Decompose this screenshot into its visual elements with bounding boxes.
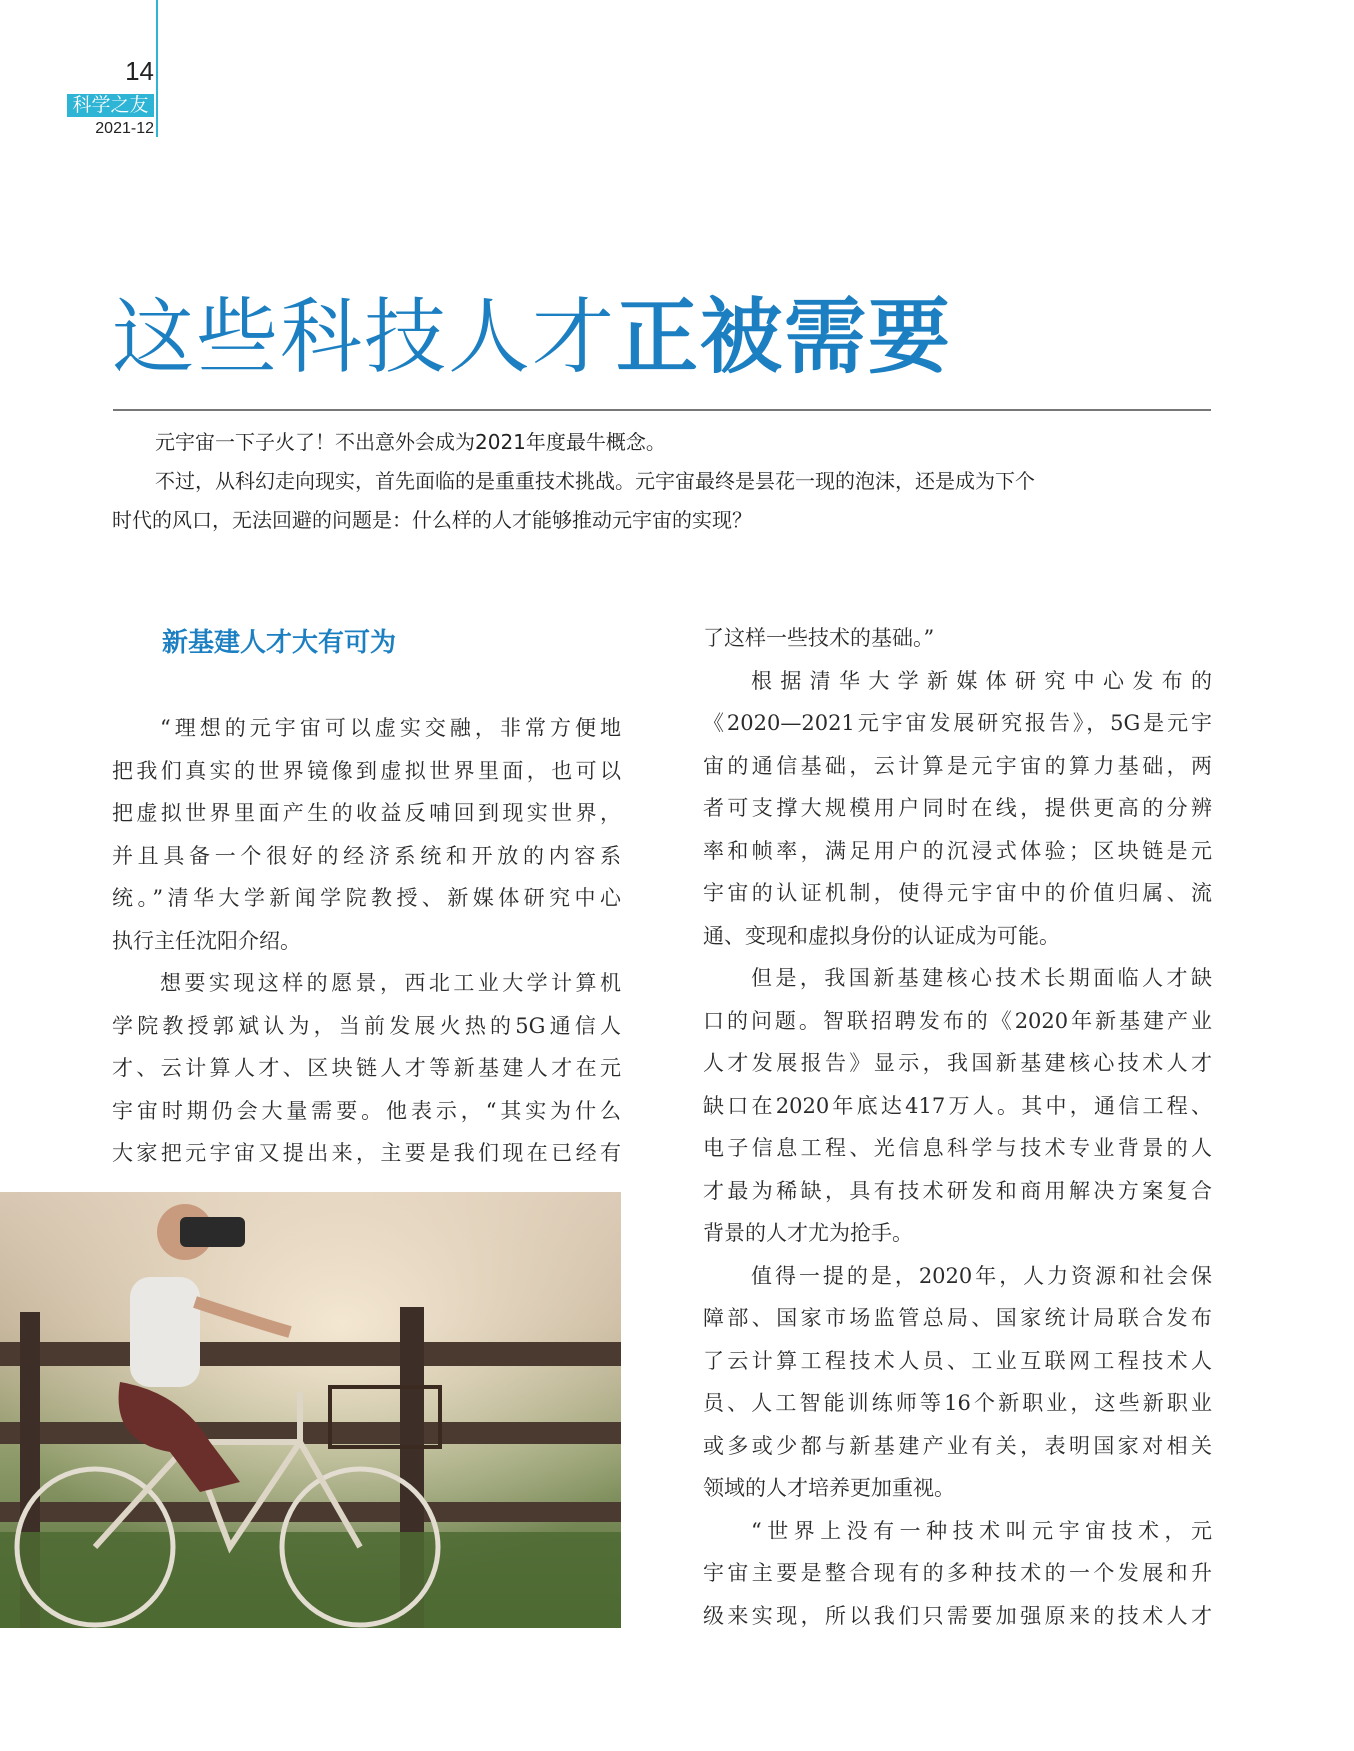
- intro-line: 时代的风口，无法回避的问题是：什么样的人才能够推动元宇宙的实现？: [112, 508, 752, 532]
- body-text-line: 根据清华大学新媒体研究中心发布的: [751, 668, 1212, 693]
- article-title: [112, 272, 952, 389]
- body-text-line: 才、云计算人才、区块链人才等新基建人才在元: [112, 1056, 621, 1080]
- body-text-line: 宙的通信基础，云计算是元宇宙的算力基础，两: [703, 753, 1212, 778]
- right-column: [703, 617, 1212, 1637]
- body-text-line: 《2020—2021元宇宙发展研究报告》，5G是元宇: [703, 711, 1212, 735]
- body-text-line: “世界上没有一种技术叫元宇宙技术，元: [751, 1518, 1212, 1543]
- magazine-name: 科学之友: [67, 94, 154, 117]
- body-text-line: 电子信息工程、光信息科学与技术专业背景的人: [703, 1136, 1212, 1160]
- body-text-line: 把虚拟世界里面产生的收益反哺回到现实世界，: [112, 801, 621, 825]
- body-text-line: “理想的元宇宙可以虚实交融，非常方便地: [160, 716, 621, 740]
- issue-date: 2021-12: [95, 120, 154, 137]
- body-text-line: 并且具备一个很好的经济系统和开放的内容系: [112, 843, 621, 868]
- title-bold: 正被需要: [616, 290, 953, 385]
- body-text-line: 或多或少都与新基建产业有关，表明国家对相关: [703, 1433, 1212, 1458]
- margin-line: [156, 0, 158, 137]
- intro-line: 不过，从科幻走向现实，首先面临的是重重技术挑战。元宇宙最终是昙花一现的泡沫，还是成为下个: [155, 469, 1035, 493]
- body-text-line: 宇宙主要是整合现有的多种技术的一个发展和升: [703, 1561, 1212, 1585]
- body-text-line: 级来实现，所以我们只需要加强原来的技术人才: [703, 1603, 1212, 1628]
- body-text-line: 统。”清华大学新闻学院教授、新媒体研究中心: [112, 886, 621, 910]
- vr-girl-bicycle-photo: [0, 1192, 621, 1628]
- left-column: [112, 622, 621, 1175]
- body-text-line: 了这样一些技术的基础。”: [703, 626, 935, 650]
- body-text-line: 者可支撑大规模用户同时在线，提供更高的分辨: [703, 796, 1212, 820]
- divider: [113, 409, 1211, 411]
- body-text-line: 值得一提的是，2020年，人力资源和社会保: [751, 1263, 1212, 1288]
- intro-line: 元宇宙一下子火了！不出意外会成为2021年度最牛概念。: [155, 430, 666, 454]
- body-text-line: 但是，我国新基建核心技术长期面临人才缺: [751, 966, 1212, 990]
- section-heading: 新基建人才大有可为: [162, 628, 397, 658]
- body-text-line: 口的问题。智联招聘发布的《2020年新基建产业: [703, 1008, 1212, 1033]
- body-text-line: 缺口在2020年底达417万人。其中，通信工程、: [703, 1093, 1212, 1118]
- body-text-line: 想要实现这样的愿景，西北工业大学计算机: [160, 971, 621, 995]
- body-text-line: 大家把元宇宙又提出来，主要是我们现在已经有: [112, 1141, 621, 1165]
- body-text-line: 学院教授郭斌认为，当前发展火热的5G通信人: [112, 1013, 621, 1038]
- body-text-line: 宇宙时期仍会大量需要。他表示，“其实为什么: [112, 1098, 621, 1123]
- body-text-line: 才最为稀缺，具有技术研发和商用解决方案复合: [703, 1178, 1212, 1203]
- body-text-line: 背景的人才尤为抢手。: [703, 1221, 913, 1245]
- body-text-line: 员、人工智能训练师等16个新职业，这些新职业: [703, 1391, 1212, 1415]
- body-text-line: 领域的人才培养更加重视。: [703, 1476, 955, 1500]
- title-light: 这些科技人才: [112, 290, 617, 385]
- intro: [112, 423, 1211, 540]
- body-text-line: 人才发展报告》显示，我国新基建核心技术人才: [703, 1051, 1212, 1075]
- body-text-line: 障部、国家市场监管总局、国家统计局联合发布: [703, 1306, 1212, 1330]
- body-text-line: 率和帧率，满足用户的沉浸式体验；区块链是元: [703, 838, 1212, 863]
- body-text-line: 把我们真实的世界镜像到虚拟世界里面，也可以: [112, 758, 621, 783]
- body-text-line: 宇宙的认证机制，使得元宇宙中的价值归属、流: [703, 881, 1212, 905]
- body-text-line: 执行主任沈阳介绍。: [112, 928, 301, 953]
- body-text-line: 了云计算工程技术人员、工业互联网工程技术人: [703, 1348, 1212, 1373]
- body-text-line: 通、变现和虚拟身份的认证成为可能。: [703, 923, 1060, 948]
- page-number: 14: [125, 56, 154, 86]
